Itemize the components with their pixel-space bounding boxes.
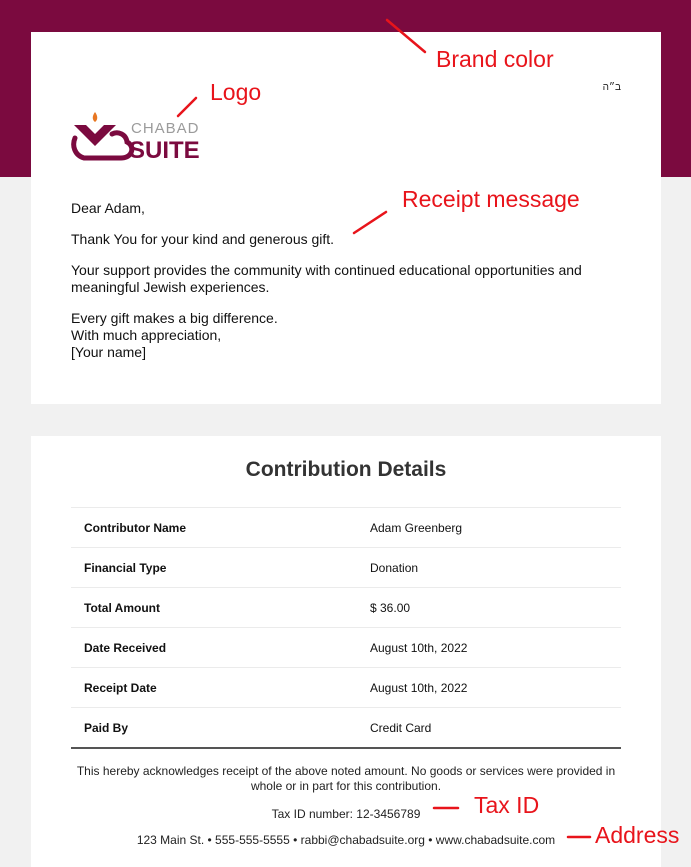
row-value: August 10th, 2022: [370, 628, 621, 668]
row-value: Donation: [370, 548, 621, 588]
annotation-tax-id: Tax ID: [474, 792, 540, 818]
annotation-logo: Logo: [210, 79, 262, 105]
logo-bottom-word: SUITE: [129, 137, 200, 164]
row-value: Credit Card: [370, 708, 621, 749]
row-label: Receipt Date: [71, 668, 370, 708]
address-text: 123 Main St. • 555-555-5555 • rabbi@chabadsuite.org • www.chabadsuite.com: [136, 833, 556, 847]
row-label: Total Amount: [71, 588, 370, 628]
logo-top-word: CHABAD: [131, 120, 200, 137]
annotation-brand-color: Brand color: [436, 46, 554, 72]
row-label: Contributor Name: [71, 508, 370, 548]
annotation-address: Address: [595, 822, 680, 848]
letter-support: Your support provides the community with continued educational opportunities and meaningful Jewish experiences.: [71, 262, 582, 295]
row-value: August 10th, 2022: [370, 668, 621, 708]
row-value: $ 36.00: [370, 588, 621, 628]
acknowledgement-text: This hereby acknowledges receipt of the above noted amount. No goods or services were provided in whole or in part for this contribution.: [76, 764, 616, 793]
row-label: Date Received: [71, 628, 370, 668]
letter-appreciation: With much appreciation,: [71, 327, 222, 343]
letter-signature: [Your name]: [71, 344, 146, 360]
receipt-message-pointer: [354, 212, 386, 233]
annotation-receipt-message: Receipt message: [402, 186, 580, 212]
letter-difference: Every gift makes a big difference.: [71, 310, 278, 326]
brand-color-pointer: [387, 20, 425, 52]
logo-pointer: [178, 98, 196, 116]
hebrew-mark: ב״ה: [602, 82, 621, 93]
row-label: Paid By: [71, 708, 370, 749]
tax-id-text: Tax ID number: 12-3456789: [271, 807, 421, 821]
row-label: Financial Type: [71, 548, 370, 588]
contribution-details-title: Contribution Details: [245, 458, 447, 481]
row-value: Adam Greenberg: [370, 508, 621, 548]
letter-greeting: Dear Adam,: [71, 200, 145, 216]
letter-thanks: Thank You for your kind and generous gift.: [71, 231, 335, 247]
